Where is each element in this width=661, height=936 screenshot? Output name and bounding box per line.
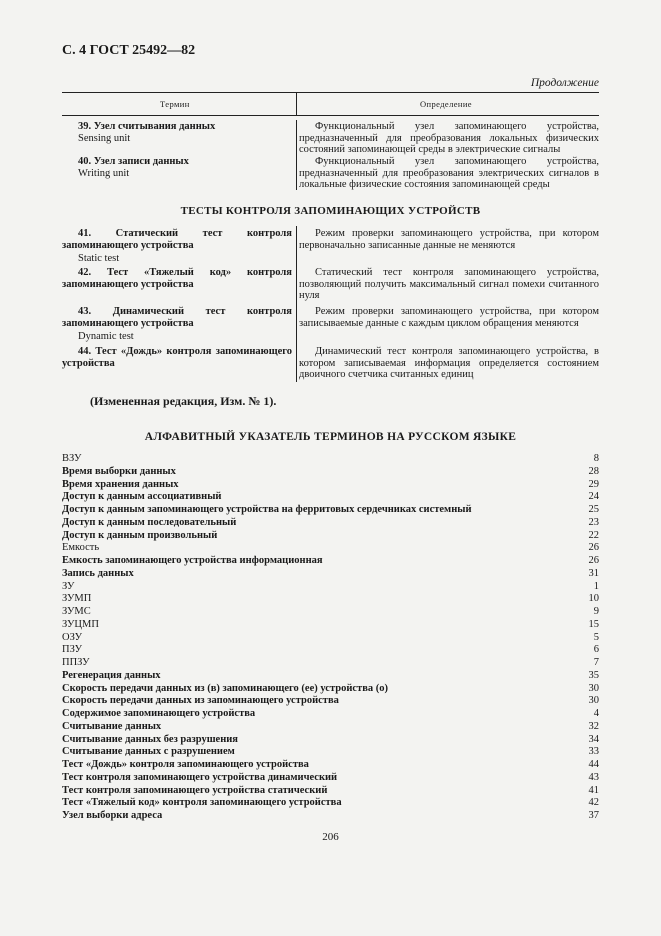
index-entry (62, 670, 599, 683)
definition-cell: Динамический тест контроля запоминающего устройства, в котором записываемая информация определяется состоянием двоичного счетчика считанных единиц (299, 346, 599, 380)
index-entry (62, 593, 599, 606)
index-term-number: 1 (593, 580, 599, 592)
index-term: Считывание данных (62, 720, 162, 732)
index-term: Запись данных (62, 567, 134, 579)
index-term: ЗУМС (62, 606, 91, 617)
column-divider (296, 226, 297, 382)
index-term-number: 35 (588, 669, 599, 681)
index-entry (62, 772, 599, 785)
index-term-number: 28 (588, 465, 599, 477)
index-term-number: 44 (588, 759, 599, 770)
term-english: Dynamic test (78, 331, 134, 342)
index-entry (62, 734, 599, 747)
index-entry (62, 746, 599, 759)
index-term-number: 33 (588, 746, 599, 758)
term-english: Writing unit (78, 167, 130, 179)
index-term: Емкость (62, 542, 100, 554)
index-entry (62, 683, 599, 696)
index-term-number: 25 (588, 504, 599, 515)
term-cell (62, 156, 292, 179)
term-title: 42. Тест «Тяжелый код» контроля запоминающего устройства (62, 267, 292, 290)
index-term: Доступ к данным произвольный (62, 529, 218, 541)
definition-cell: Режим проверки запоминающего устройства, при котором первоначально записанные данные не меняются (299, 228, 599, 251)
index-entry (62, 695, 599, 708)
term-cell (62, 121, 292, 144)
definition-cell: Функциональный узел запоминающего устройства, предназначенный для преобразования локальных физических состояний запоминающей среды в электрические сигналы (299, 121, 599, 155)
index-entry (62, 479, 599, 492)
index-term: Содержимое запоминающего устройства (62, 708, 256, 719)
index-list (62, 453, 599, 823)
index-term-number: 43 (588, 771, 599, 783)
index-term-number: 5 (593, 631, 599, 643)
index-entry (62, 504, 599, 517)
index-term-number: 10 (588, 593, 599, 605)
index-entry (62, 568, 599, 581)
term-title: 40. Узел записи данных (78, 156, 189, 167)
index-term: ПЗУ (62, 644, 83, 656)
table-top-rule (62, 92, 599, 93)
column-header-definition: Определение (420, 99, 472, 109)
index-term-number: 23 (588, 516, 599, 528)
index-term-number: 4 (593, 708, 599, 719)
index-term: Время хранения данных (62, 478, 179, 490)
index-term: ППЗУ (62, 657, 90, 668)
index-entry (62, 785, 599, 798)
continuation-label: Продолжение (530, 77, 599, 89)
index-term: Скорость передачи данных из (в) запоминающего (ее) устройства (о) (62, 682, 388, 694)
index-entry (62, 810, 599, 823)
index-entry (62, 581, 599, 594)
index-term: Тест контроля запоминающего устройства статический (62, 784, 328, 796)
index-term: ОЗУ (62, 631, 83, 643)
index-entry (62, 657, 599, 670)
index-entry (62, 759, 599, 772)
index-entry (62, 606, 599, 619)
index-term: Скорость передачи данных из запоминающего устройства (62, 695, 339, 707)
index-entry (62, 619, 599, 632)
definition-cell: Режим проверки запоминающего устройства, при котором записываемые данные с каждым циклом обращения меняются (299, 306, 599, 329)
term-title: 44. Тест «Дождь» контроля запоминающего устройства (62, 346, 292, 369)
index-term-number: 41 (588, 784, 599, 796)
index-term-number: 8 (593, 453, 599, 464)
index-term-number: 37 (588, 810, 599, 821)
index-term-number: 32 (588, 720, 599, 732)
index-term-number: 7 (593, 657, 599, 668)
index-term: Емкость запоминающего устройства информационная (62, 555, 323, 566)
term-english: Sensing unit (78, 132, 131, 144)
index-term: Тест «Тяжелый код» контроля запоминающего устройства (62, 797, 342, 809)
index-term: Доступ к данным ассоциативный (62, 491, 222, 503)
column-divider (296, 120, 297, 190)
index-title: АЛФАВИТНЫЙ УКАЗАТЕЛЬ ТЕРМИНОВ НА РУССКОМ ЯЗЫКЕ (144, 431, 517, 443)
index-term: Тест «Дождь» контроля запоминающего устройства (62, 759, 309, 770)
index-term-number: 29 (588, 478, 599, 490)
index-entry (62, 453, 599, 466)
index-term: ЗУМП (62, 593, 92, 605)
index-term: Доступ к данным запоминающего устройства на ферритовых сердечниках системный (62, 504, 472, 515)
index-entry (62, 530, 599, 543)
index-entry (62, 466, 599, 479)
index-term-number: 26 (588, 542, 599, 554)
index-entry (62, 644, 599, 657)
term-title: 41. Статический тест контроля запоминающего устройства (62, 228, 292, 251)
index-term: ЗУ (62, 580, 75, 592)
index-term: Считывание данных с разрушением (62, 746, 235, 758)
index-term-number: 6 (593, 644, 599, 656)
index-term-number: 22 (588, 529, 599, 541)
term-english: Static test (78, 253, 120, 264)
index-term: Время выборки данных (62, 465, 176, 477)
section-title: ТЕСТЫ КОНТРОЛЯ ЗАПОМИНАЮЩИХ УСТРОЙСТВ (180, 205, 481, 217)
definition-cell: Функциональный узел запоминающего устройства, предназначенный для преобразования электрических сигналов в локальные физические состояния запоминающей среды (299, 156, 599, 190)
index-term-number: 26 (588, 555, 599, 566)
index-term-number: 30 (588, 682, 599, 694)
index-entry (62, 721, 599, 734)
column-header-term: Термин (160, 99, 190, 109)
index-term-number: 34 (588, 733, 599, 745)
index-term: Тест контроля запоминающего устройства динамический (62, 771, 338, 783)
term-title: 43. Динамический тест контроля запоминающего устройства (62, 306, 292, 329)
index-term: Считывание данных без разрушения (62, 733, 238, 745)
amendment-note: (Измененная редакция, Изм. № 1). (90, 394, 277, 408)
index-term-number: 15 (588, 618, 599, 630)
index-term-number: 42 (588, 797, 599, 809)
page-number: 206 (322, 831, 339, 843)
index-term: ВЗУ (62, 453, 82, 464)
index-entry (62, 797, 599, 810)
index-term-number: 30 (588, 695, 599, 707)
term-title: 39. Узел считывания данных (78, 121, 216, 132)
index-entry (62, 491, 599, 504)
index-term: ЗУЦМП (62, 618, 99, 630)
index-entry (62, 632, 599, 645)
column-divider (296, 92, 297, 115)
index-term: Доступ к данным последовательный (62, 516, 237, 528)
index-term-number: 9 (593, 606, 599, 617)
index-term: Регенерация данных (62, 669, 161, 681)
index-entry (62, 542, 599, 555)
index-entry (62, 555, 599, 568)
index-entry (62, 517, 599, 530)
page-header-title: С. 4 ГОСТ 25492—82 (62, 43, 196, 58)
table-header-rule (62, 115, 599, 116)
definition-cell: Статический тест контроля запоминающего устройства, позволяющий получить максимальный сигнал помехи считанного нуля (299, 267, 599, 301)
index-entry (62, 708, 599, 721)
index-term-number: 31 (588, 567, 599, 579)
index-term: Узел выборки адреса (62, 810, 163, 821)
index-term-number: 24 (588, 491, 599, 503)
